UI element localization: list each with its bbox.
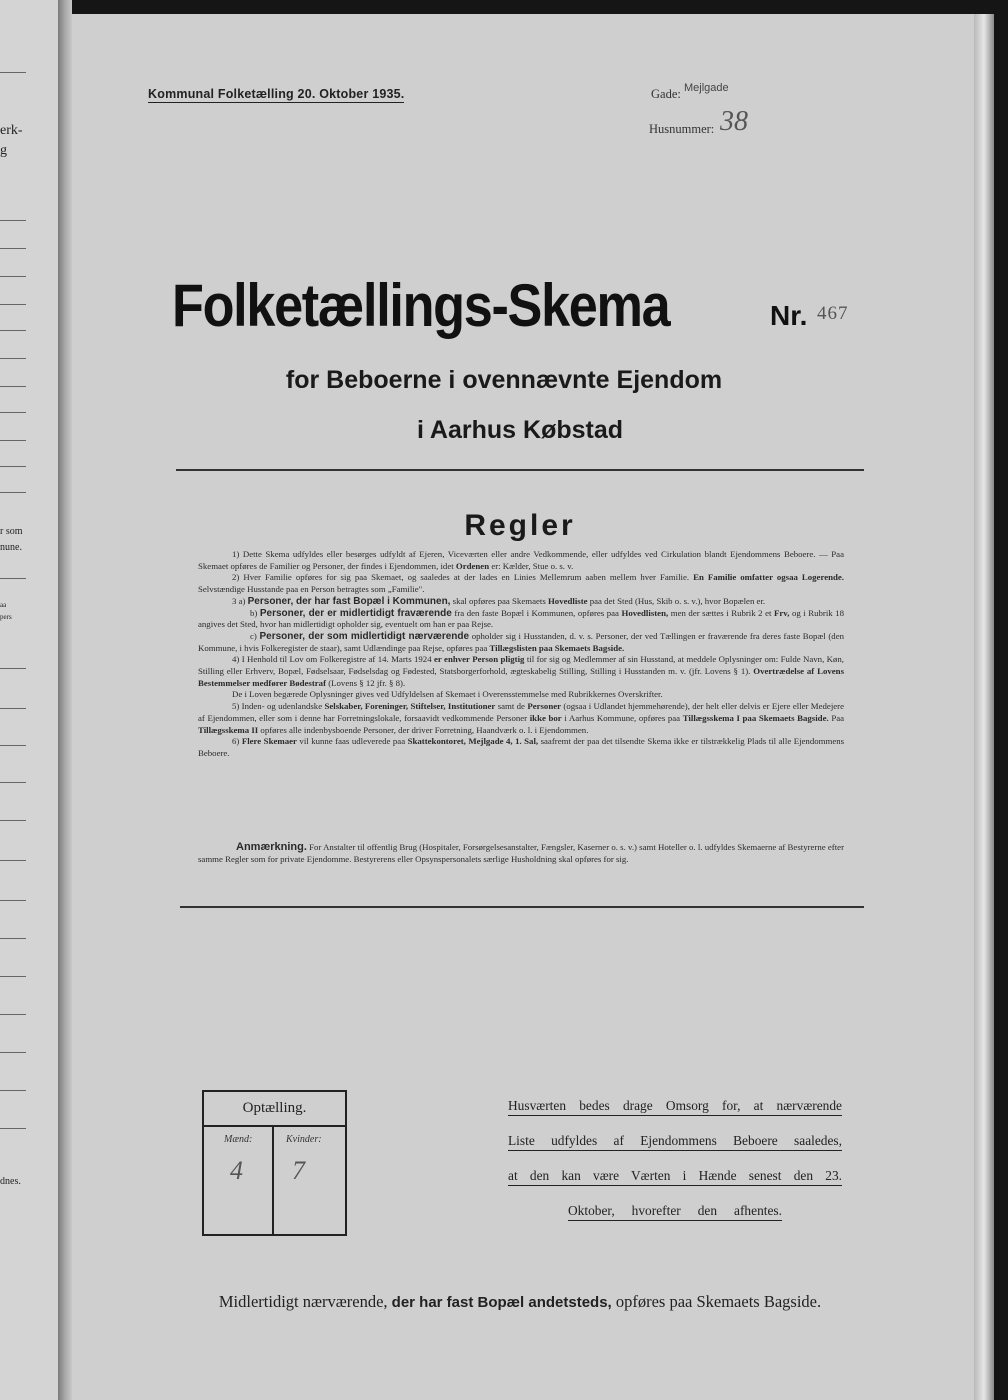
left-fragment: aa [0, 601, 7, 609]
census-date-line: Kommunal Folketælling 20. Oktober 1935. [148, 87, 405, 101]
anmaerkning-text [198, 842, 844, 865]
maend-value: 4 [230, 1156, 243, 1185]
left-rule [0, 1090, 26, 1091]
left-rule [0, 248, 26, 249]
rule-5: 5) Inden- og udenlandske Selskaber, Foreninger, Stiftelser, Institutioner samt de Personer (ogsaa i Udlandet hjemmehørende), der helt eller delvis er Ejere eller Medejere af Ejendommen, eller som i denne har Forretningslokale, forsaavidt vedkommende Personer ikke bor i Aarhus Kommune, opføres paa Tillægsskema I paa Skemaets Bagside. Paa Tillægsskema II opføres alle indenbysboende Personer, der driver Forretning, Haandværk o. l. i Ejendommen. [198, 701, 845, 735]
kvinder-label: Kvinder: [286, 1134, 322, 1145]
rules-text [198, 549, 844, 760]
left-fragment: nune. [0, 542, 22, 553]
left-rule [0, 708, 26, 709]
maend-label: Mænd: [224, 1134, 253, 1145]
left-fragment: pers [0, 613, 12, 621]
rule-3b: b) Personer, der er midlertidigt fraværende fra den faste Bopæl i Kommunen, opføres paa Hovedlisten, men der sættes i Rubrik 2 et Frv, og i Rubrik 18 angives det Sted, hvor han midlertidigt opholder sig, eventuelt om han er paa Rejse. [198, 607, 845, 630]
rule-4: 4) I Henhold til Lov om Folkeregistre af 14. Marts 1924 er enhver Person pligtig til for sig og Medlemmer af sin Husstand, at meddele Oplysninger om: Fulde Navn, Køn, Stilling eller Erhverv, Bopæl, Fødselsaar, Fødselsdag og Fødested, Statsborgerforhold, ægteskabelig Stilling, Stilling i Husstanden m. v. (jfr. Lovens § 1). Overtrædelse af Lovens Bestemmelser medfører Bødestraf (Lovens § 12 jfr. § 8). [198, 654, 845, 688]
landlord-notice-line: at den kan være Værten i Hænde senest den 23. [508, 1168, 842, 1186]
left-rule [0, 276, 26, 277]
left-rule [0, 72, 26, 73]
section-divider [176, 469, 864, 471]
form-number-value: 467 [817, 303, 849, 324]
left-rule [0, 1052, 26, 1053]
left-rule [0, 938, 26, 939]
left-fragment: r som [0, 526, 23, 537]
kvinder-value: 7 [292, 1156, 305, 1185]
rule-1: 1) Dette Skema udfyldes eller besørges udfyldt af Ejeren, Viceværten eller andre Vedkommende, eller udfyldes ved Cirkulation blandt Ejendommens Beboere. — Paa Skemaet opføres de Familier og Personer, der findes i Ejendommen, idet Ordenen er: Kælder, Stue o. s. v. [198, 549, 844, 571]
book-binding [58, 0, 72, 1400]
left-facing-page [0, 0, 59, 1400]
husnummer-value: 38 [720, 106, 748, 137]
left-rule [0, 900, 26, 901]
left-rule [0, 304, 26, 305]
rule-6: 6) Flere Skemaer vil kunne faas udleverede paa Skattekontoret, Mejlgade 4, 1. Sal, saafremt der paa det tilsendte Skema ikke er tilstrækkelig Plads til alle Ejendommens Beboere. [198, 736, 845, 758]
rules-heading: Regler [464, 509, 576, 542]
rule-3c: c) Personer, der som midlertidigt nærværende opholder sig i Husstanden, d. v. s. Personer, der ved Tællingen er fraværende fra deres faste Bopæl (den Kommune, i hvis Folkeregister de staar), samt Udlændinge paa Rejse, opføres paa Tillægslisten paa Skemaets Bagside. [198, 630, 845, 653]
form-subtitle-2: i Aarhus Købstad [416, 416, 624, 444]
landlord-notice-line: Husværten bedes drage Omsorg for, at nærværende [508, 1098, 842, 1116]
left-fragment: g [0, 143, 7, 158]
left-rule [0, 668, 26, 669]
rule-2: 2) Hver Familie opføres for sig paa Skemaet, og saaledes at der lades en Linies Mellemrum aaben mellem hver Familie. En Familie omfatter ogsaa Logerende. Selvstændige Husstande paa en Person betragtes som „Familie". [198, 572, 844, 595]
rule-4-note: De i Loven begærede Oplysninger gives ved Udfyldelsen af Skemaet i Overensstemmelse med Rubrikkernes Overskrifter. [232, 689, 663, 700]
left-rule [0, 330, 26, 331]
left-rule [0, 358, 26, 359]
left-rule [0, 745, 26, 746]
footer-note: Midlertidigt nærværende, der har fast Bopæl andetsteds, opføres paa Skemaets Bagside. [218, 1292, 822, 1311]
page-edge [974, 14, 994, 1400]
gade-label: Gade: [651, 87, 681, 101]
left-rule [0, 820, 26, 821]
left-rule [0, 220, 26, 221]
count-box [202, 1090, 347, 1236]
anmaerkning-heading: Anmærkning. [236, 841, 307, 853]
left-rule [0, 1014, 26, 1015]
form-subtitle-1: for Beboerne i ovennævnte Ejendom [285, 366, 723, 394]
landlord-notice-line: Liste udfyldes af Ejendommens Beboere saaledes, [508, 1133, 842, 1151]
landlord-notice-line: Oktober, hvorefter den afhentes. [568, 1203, 782, 1221]
left-fragment: erk- [0, 123, 23, 138]
left-rule [0, 492, 26, 493]
count-title: Optælling. [242, 1100, 307, 1116]
rule-3a: 3 a) Personer, der har fast Bopæl i Kommunen, skal opføres paa Skemaets Hovedliste paa det Sted (Hus, Skib o. s. v.), hvor Bopælen er. [232, 595, 766, 607]
left-rule [0, 412, 26, 413]
left-rule [0, 782, 26, 783]
count-column-divider [272, 1126, 274, 1234]
anmaerkning-body: For Anstalter til offentlig Brug (Hospitaler, Forsørgelsesanstalter, Fængsler, Kaserner o. s. v.) samt Hoteller o. l. udfyldes Skemaerne af Bestyrerne efter samme Regler som for private Ejendomme. Bestyrerens eller Opsynspersonalets særlige Husholdning skal opføres for sig. [198, 842, 844, 864]
left-rule [0, 1128, 26, 1129]
gade-value: Mejlgade [684, 82, 729, 94]
left-fragment: dnes. [0, 1176, 21, 1187]
left-rule [0, 466, 26, 467]
form-number-label: Nr. [770, 300, 808, 331]
form-title: Folketællings-Skema [172, 272, 670, 339]
left-rule [0, 976, 26, 977]
husnummer-label: Husnummer: [649, 122, 715, 136]
count-divider [204, 1125, 345, 1127]
left-rule [0, 578, 26, 579]
section-divider [180, 906, 864, 908]
left-rule [0, 860, 26, 861]
